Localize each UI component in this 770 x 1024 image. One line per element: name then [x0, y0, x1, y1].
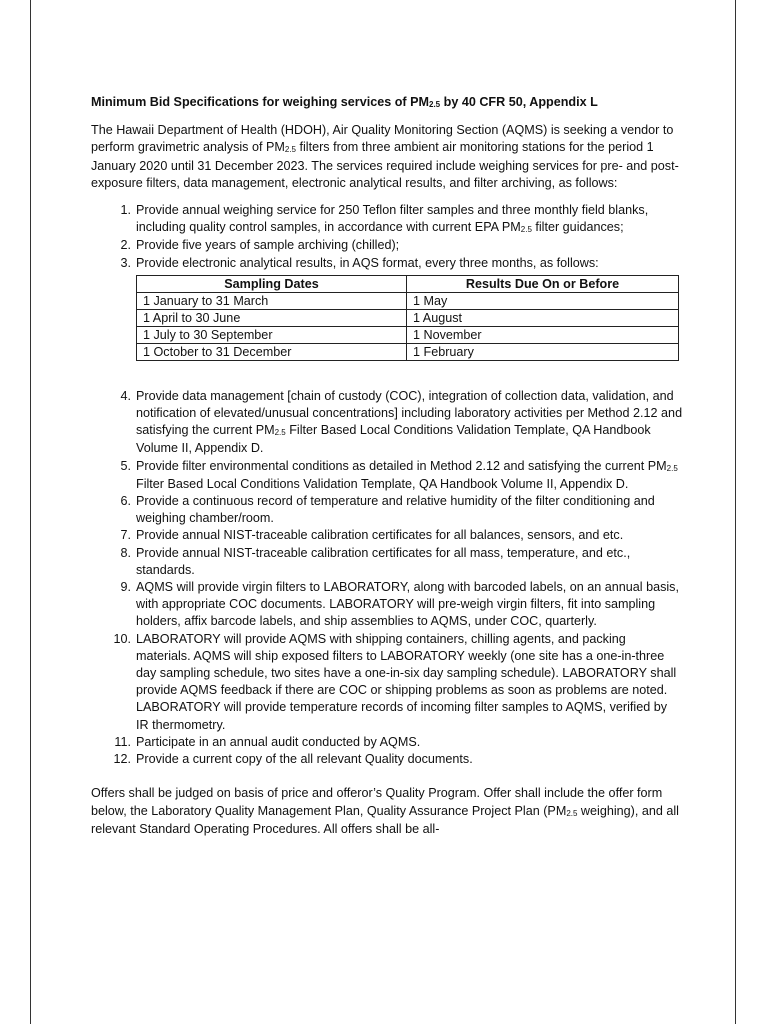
table-header-row: [137, 275, 679, 292]
table-cell: 1 July to 30 September: [137, 326, 407, 343]
list-item: 5. Provide filter environmental conditions as detailed in Method 2.12 and satisfying the current $PM_{2.5}$ Filter Based Local Conditions Validation Template, QA Handbook Volume II, Appendix D.: [120, 458, 678, 491]
list-item: 7. Provide annual NIST-traceable calibration certificates for all balances, sensors, and etc.: [120, 528, 624, 543]
requirements-list-bottom: [91, 388, 683, 768]
page-border-right: [735, 0, 736, 1024]
list-item: 9. AQMS will provide virgin filters to LABORATORY, along with barcoded labels, on an annual basis, with appropriate COC documents. LABORATORY will pre-weigh virgin filters, fit into sampling holders, affix barcode labels, and ship assemblies to AQMS, under COC, quarterly.: [120, 580, 679, 629]
table-cell: 1 April to 30 June: [137, 309, 407, 326]
list-item: 4. Provide data management [chain of custody (COC), integration of collection data, validation, and notification of elevated/unusual concentrations] including laboratory activities per Method 2.12 and satisfying the current $PM_{2.5}$ Filter Based Local Conditions Validation Template, QA Handbook Volume II, Appendix D.: [120, 388, 683, 456]
table-cell: 1 August: [407, 309, 679, 326]
list-item: 8. Provide annual NIST-traceable calibration certificates for all mass, temperature, and etc., standards.: [120, 545, 631, 577]
table-cell: 1 January to 31 March: [137, 292, 407, 309]
table-cell: 1 October to 31 December: [137, 343, 407, 360]
list-item: 6. Provide a continuous record of temperature and relative humidity of the filter conditioning and weighing chamber/room.: [120, 494, 655, 526]
document-title: Minimum Bid Specifications for weighing services of $PM_{2.5}$ by 40 CFR 50, Appendix L: [91, 95, 598, 109]
list-item: 11. Participate in an annual audit conducted by AQMS.: [114, 734, 421, 749]
requirements-list-top: [91, 202, 683, 272]
results-schedule-table: [136, 275, 679, 361]
list-item: 12. Provide a current copy of the all relevant Quality documents.: [113, 752, 473, 767]
list-item: 1. Provide annual weighing service for 250 Teflon filter samples and three monthly field blanks, including quality control samples, in accordance with current EPA $PM_{2.5}$ filter guidances;: [120, 203, 649, 235]
list-item: 10. LABORATORY will provide AQMS with shipping containers, chilling agents, and packing materials. AQMS will ship exposed filters to LABORATORY weekly (one site has a one-in-three day sampling schedule, two sites have a one-in-six day sampling schedule). LABORATORY shall provide AQMS feedback if there are COC or shipping problems as soon as problems are noted. LABORATORY will provide temperature records of incoming filter samples to AQMS, verified by IR thermometry.: [113, 631, 677, 732]
table-row: [137, 326, 679, 343]
page-border-left: [30, 0, 31, 1024]
document-page: [91, 94, 683, 838]
list-item: 2. Provide five years of sample archiving (chilled);: [120, 238, 400, 253]
list-item: 3. Provide electronic analytical results, in AQS format, every three months, as follows:: [120, 255, 599, 270]
intro-paragraph: The Hawaii Department of Health (HDOH), Air Quality Monitoring Section (AQMS) is seeking a vendor to perform gravimetric analysis of $PM_{2.5}$ filters from three ambient air monitoring stations for the period 1 January 2020 until 31 December 2023. The services required include weighing services for pre- and post- exposure filters, data management, electronic analytical results, and filter archiving, as follows:: [91, 123, 679, 190]
table-cell: 1 February: [407, 343, 679, 360]
column-header: Sampling Dates: [137, 275, 407, 292]
closing-paragraph: Offers shall be judged on basis of price and offeror’s Quality Program. Offer shall include the offer form below, the Laboratory Quality Management Plan, Quality Assurance Project Plan ($PM_{2.5}$ weighing), and all relevant Standard Operating Procedures. All offers shall be all-: [91, 786, 679, 836]
table-cell: 1 November: [407, 326, 679, 343]
table-row: [137, 292, 679, 309]
table-cell: 1 May: [407, 292, 679, 309]
table-row: [137, 309, 679, 326]
column-header: Results Due On or Before: [407, 275, 679, 292]
table-row: [137, 343, 679, 360]
